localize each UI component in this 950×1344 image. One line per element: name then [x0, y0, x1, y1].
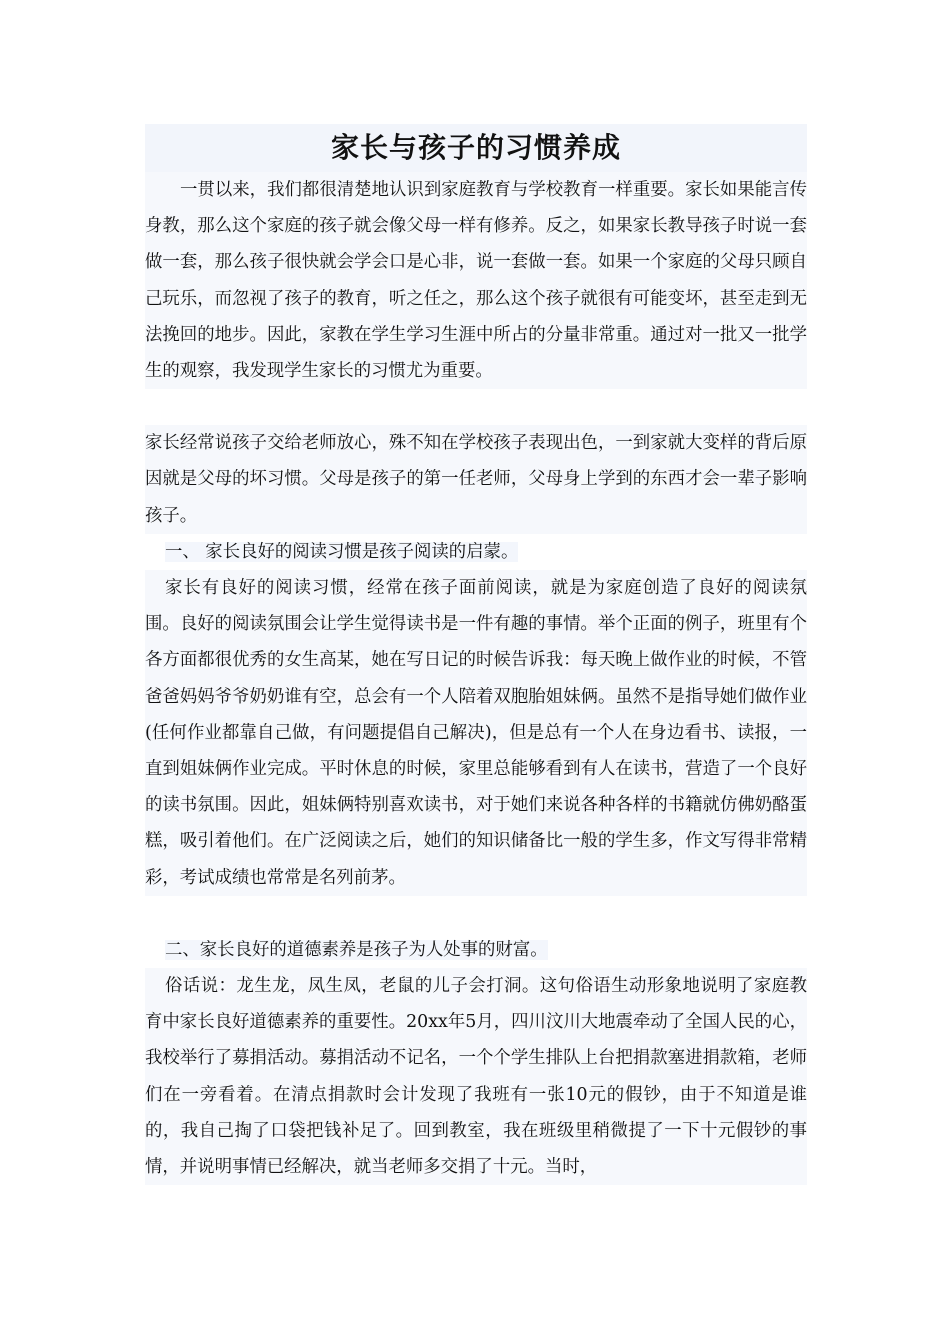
section-heading-morality — [145, 932, 807, 968]
document-title: 家长与孩子的习惯养成 — [145, 124, 807, 172]
section-heading-morality-text: 二、家长良好的道德素养是孩子为人处事的财富。 — [165, 939, 548, 960]
paragraph-parents: 家长经常说孩子交给老师放心，殊不知在学校孩子表现出色，一到家就大变样的背后原因就是父母的坏习惯。父母是孩子的第一任老师，父母身上学到的东西才会一辈子影响孩子。 — [145, 425, 807, 534]
document-page — [145, 124, 807, 1185]
section-heading-reading — [145, 534, 807, 570]
paragraph-morality: 俗话说：龙生龙，凤生凤，老鼠的儿子会打洞。这句俗语生动形象地说明了家庭教育中家长良好道德素养的重要性。20xx年5月，四川汶川大地震牵动了全国人民的心，我校举行了募捐活动。募捐活动不记名，一个个学生排队上台把捐款塞进捐款箱，老师们在一旁看着。在清点捐款时会计发现了我班有一张10元的假钞，由于不知道是谁的，我自己掏了口袋把钱补足了。回到教室，我在班级里稍微提了一下十元假钞的事情，并说明事情已经解决，就当老师多交捐了十元。当时， — [145, 968, 807, 1185]
paragraph-reading: 家长有良好的阅读习惯，经常在孩子面前阅读，就是为家庭创造了良好的阅读氛围。良好的阅读氛围会让学生觉得读书是一件有趣的事情。举个正面的例子，班里有个各方面都很优秀的女生高某，她在写日记的时候告诉我：每天晚上做作业的时候，不管爸爸妈妈爷爷奶奶谁有空，总会有一个人陪着双胞胎姐妹俩。虽然不是指导她们做作业(任何作业都靠自己做，有问题提倡自己解决)，但是总有一个人在身边看书、读报，一直到姐妹俩作业完成。平时休息的时候，家里总能够看到有人在读书，营造了一个良好的读书氛围。因此，姐妹俩特别喜欢读书，对于她们来说各种各样的书籍就仿佛奶酪蛋糕，吸引着他们。在广泛阅读之后，她们的知识储备比一般的学生多，作文写得非常精彩，考试成绩也常常是名列前茅。 — [145, 570, 807, 896]
section-heading-reading-text: 一、 家长良好的阅读习惯是孩子阅读的启蒙。 — [165, 541, 519, 562]
paragraph-gap — [145, 896, 807, 932]
paragraph-intro: 一贯以来，我们都很清楚地认识到家庭教育与学校教育一样重要。家长如果能言传身教，那么这个家庭的孩子就会像父母一样有修养。反之，如果家长教导孩子时说一套做一套，那么孩子很快就会学会口是心非，说一套做一套。如果一个家庭的父母只顾自己玩乐，而忽视了孩子的教育，听之任之，那么这个孩子就很有可能变坏，甚至走到无法挽回的地步。因此，家教在学生学习生涯中所占的分量非常重。通过对一批又一批学生的观察，我发现学生家长的习惯尤为重要。 — [145, 172, 807, 389]
paragraph-gap — [145, 389, 807, 425]
